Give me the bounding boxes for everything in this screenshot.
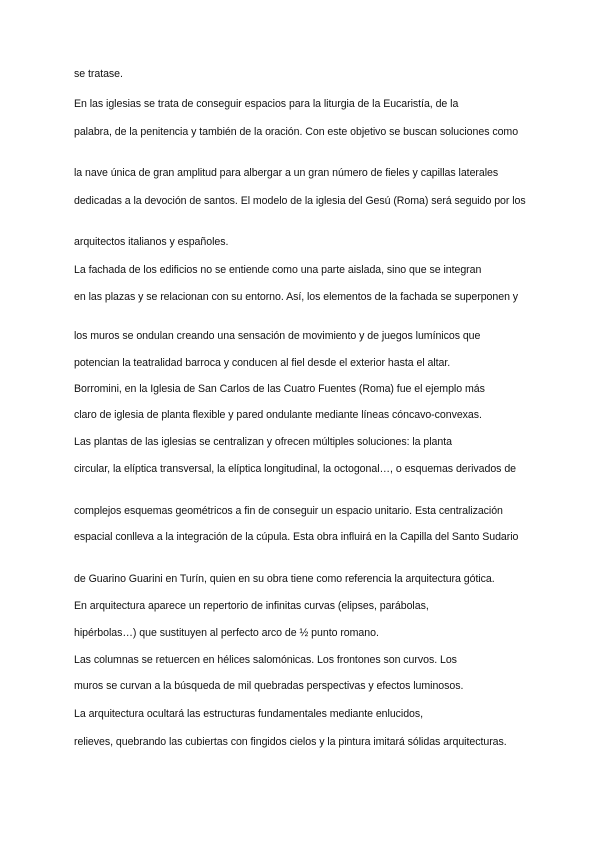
text-line: se tratase.: [74, 68, 123, 80]
text-line: La arquitectura ocultará las estructuras fundamentales mediante enlucidos,: [74, 708, 424, 720]
text-line: en las plazas y se relacionan con su entorno. Así, los elementos de la fachada se superponen y: [74, 291, 519, 303]
text-line: claro de iglesia de planta flexible y pared ondulante mediante líneas cóncavo-convexas.: [74, 409, 482, 421]
text-line: muros se curvan a la búsqueda de mil quebradas perspectivas y efectos luminosos.: [74, 680, 464, 692]
text-line: espacial conlleva a la integración de la cúpula. Esta obra influirá en la Capilla del Santo Sudario: [74, 531, 519, 543]
text-line: Borromini, en la Iglesia de San Carlos de las Cuatro Fuentes (Roma) fue el ejemplo más: [74, 383, 485, 395]
text-line: En arquitectura aparece un repertorio de infinitas curvas (elipses, parábolas,: [74, 600, 429, 612]
text-line: de Guarino Guarini en Turín, quien en su obra tiene como referencia la arquitectura gótica.: [74, 573, 495, 585]
text-line: dedicadas a la devoción de santos. El modelo de la iglesia del Gesú (Roma) será seguido por los: [74, 195, 526, 207]
text-line: hipérbolas…) que sustituyen al perfecto arco de ½ punto romano.: [74, 627, 379, 639]
text-line: la nave única de gran amplitud para albergar a un gran número de fieles y capillas laterales: [74, 167, 499, 179]
text-line: palabra, de la penitencia y también de la oración. Con este objetivo se buscan soluciones como: [74, 126, 519, 138]
text-line: circular, la elíptica transversal, la elíptica longitudinal, la octogonal…, o esquemas derivados de: [74, 463, 517, 475]
text-line: La fachada de los edificios no se entiende como una parte aislada, sino que se integran: [74, 264, 482, 276]
text-line: En las iglesias se trata de conseguir espacios para la liturgia de la Eucaristía, de la: [74, 98, 459, 110]
text-line: relieves, quebrando las cubiertas con fingidos cielos y la pintura imitará sólidas arquitecturas.: [74, 736, 507, 748]
text-line: complejos esquemas geométricos a fin de conseguir un espacio unitario. Esta centralización: [74, 505, 503, 517]
text-line: Las columnas se retuercen en hélices salomónicas. Los frontones son curvos. Los: [74, 654, 457, 666]
text-line: arquitectos italianos y españoles.: [74, 236, 229, 248]
text-line: los muros se ondulan creando una sensación de movimiento y de juegos lumínicos que: [74, 330, 481, 342]
text-line: Las plantas de las iglesias se centralizan y ofrecen múltiples soluciones: la planta: [74, 436, 452, 448]
text-line: potencian la teatralidad barroca y conducen al fiel desde el exterior hasta el altar.: [74, 357, 451, 369]
